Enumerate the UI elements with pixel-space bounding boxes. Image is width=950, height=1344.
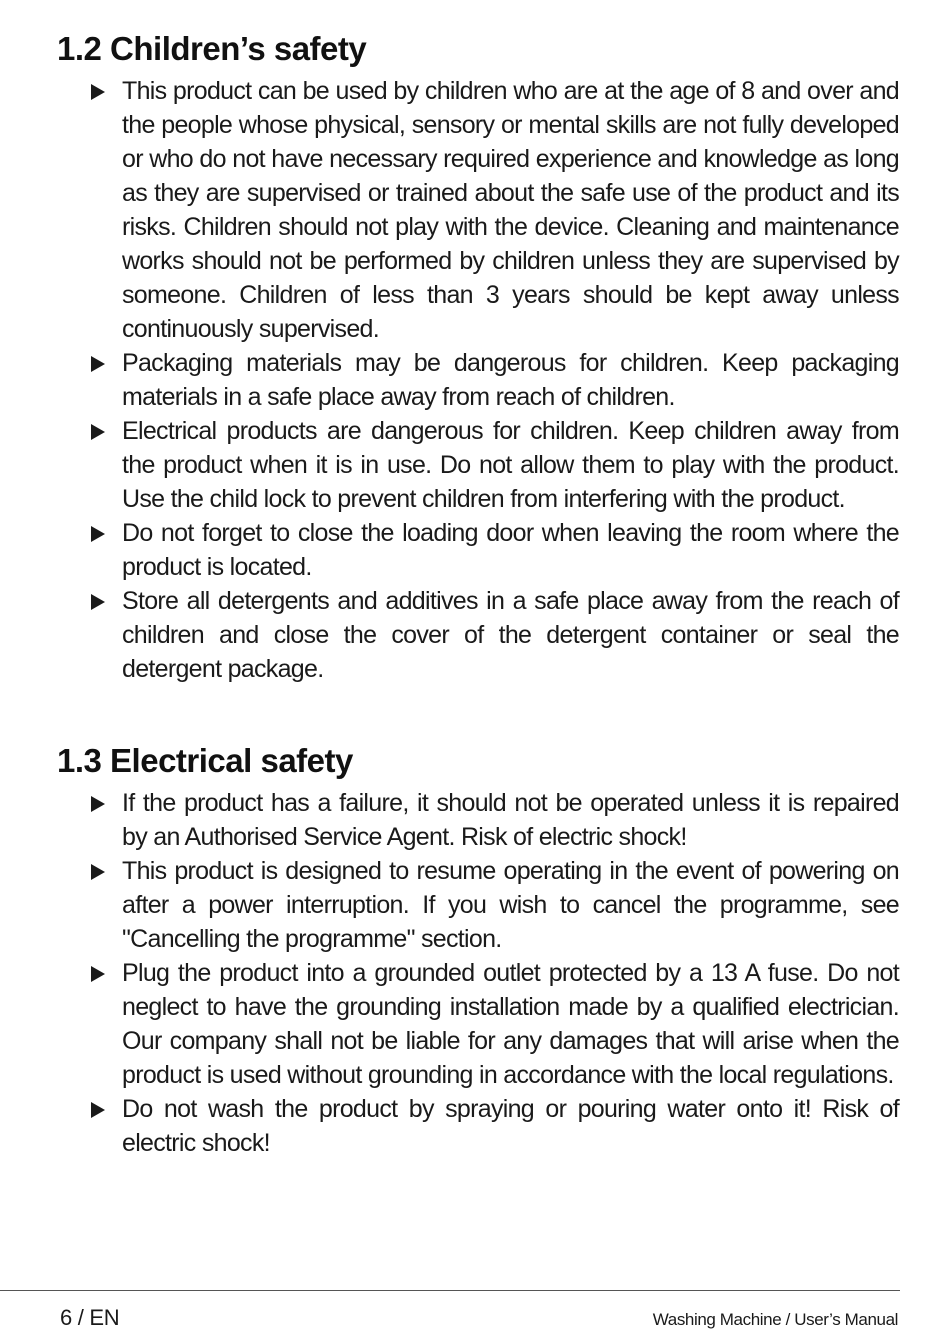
- footer-divider: [0, 1290, 900, 1291]
- list-item: [122, 786, 899, 854]
- bullet-list: [57, 786, 899, 1160]
- list-item: [122, 516, 899, 584]
- bullet-list: [57, 74, 899, 686]
- bullet-arrow-icon: [91, 84, 105, 100]
- page-number: 6 / EN: [60, 1305, 120, 1330]
- bullet-arrow-icon: [91, 356, 105, 372]
- bullet-arrow-icon: [91, 796, 105, 812]
- list-item-text: This product is designed to resume operating in the event of powering on after a power interruption. If you wish to cancel the programme, see "Cancelling the programme" section.: [122, 857, 899, 953]
- list-item-text: Packaging materials may be dangerous for children. Keep packaging materials in a safe place away from reach of children.: [122, 349, 899, 411]
- list-item-text: Electrical products are dangerous for children. Keep children away from the product when it is in use. Do not allow them to play with the product. Use the child lock to prevent children from interfering with the product.: [122, 417, 899, 513]
- section-electrical-safety: [57, 742, 899, 1160]
- section-title: 1.3 Electrical safety: [57, 742, 353, 779]
- bullet-arrow-icon: [91, 594, 105, 610]
- list-item-text: Plug the product into a grounded outlet protected by a 13 A fuse. Do not neglect to have the grounding installation made by a qualified electrician. Our company shall not be liable for any damages that will arise when the product is used without grounding in accordance with the local regulations.: [122, 959, 899, 1089]
- list-item: [122, 74, 899, 346]
- bullet-arrow-icon: [91, 424, 105, 440]
- list-item: [122, 584, 899, 686]
- section-title: 1.2 Children’s safety: [57, 30, 367, 67]
- list-item: [122, 346, 899, 414]
- manual-title: Washing Machine / User’s Manual: [652, 1310, 898, 1329]
- list-item-text: Do not wash the product by spraying or pouring water onto it! Risk of electric shock!: [122, 1095, 899, 1157]
- list-item: [122, 414, 899, 516]
- list-item: [122, 854, 899, 956]
- bullet-arrow-icon: [91, 864, 105, 880]
- list-item: [122, 956, 899, 1092]
- list-item: [122, 1092, 899, 1160]
- list-item-text: This product can be used by children who are at the age of 8 and over and the people whose physical, sensory or mental skills are not fully developed or who do not have necessary required experience and knowledge as long as they are supervised or trained about the safe use of the product and its risks. Children should not play with the device. Cleaning and maintenance works should not be performed by children unless they are supervised by someone. Children of less than 3 years should be kept away unless continuously supervised.: [122, 77, 899, 343]
- list-item-text: Store all detergents and additives in a safe place away from the reach of children and close the cover of the detergent container or seal the detergent package.: [122, 587, 899, 683]
- bullet-arrow-icon: [91, 966, 105, 982]
- list-item-text: If the product has a failure, it should not be operated unless it is repaired by an Authorised Service Agent. Risk of electric shock!: [122, 789, 899, 851]
- bullet-arrow-icon: [91, 526, 105, 542]
- bullet-arrow-icon: [91, 1102, 105, 1118]
- list-item-text: Do not forget to close the loading door when leaving the room where the product is located.: [122, 519, 899, 581]
- section-childrens-safety: [57, 30, 899, 686]
